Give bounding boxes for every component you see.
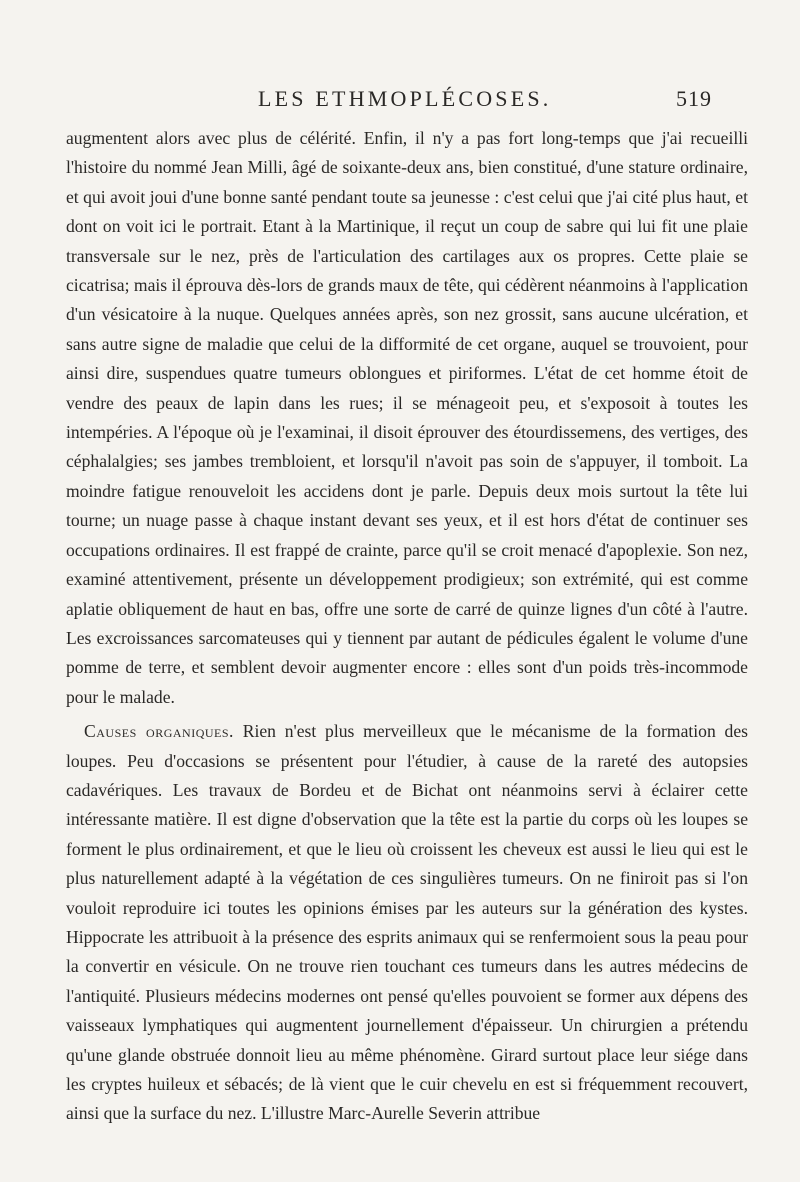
page-number: 519 [676,86,712,111]
page-header [0,86,800,126]
paragraph: augmentent alors avec plus de célérité. Enfin, il n'y a pas fort long-temps que j'ai recueilli l'histoire du nommé Jean Milli, âgé de soixante-deux ans, bien constitué, d'une stature ordinaire, et qui avoit joui d'une bonne santé pendant toute sa jeunesse : c'est celui que j'ai cité plus haut, et dont on voit ici le portrait. Etant à la Martinique, il reçut un coup de sabre qui lui fit une plaie transversale sur le nez, près de l'articulation des cartilages aux os propres. Cette plaie se cicatrisa; mais il éprouva dès-lors de grands maux de tête, qui cédèrent néanmoins à l'application d'un vésicatoire à la nuque. Quelques années après, son nez grossit, sans aucune ulcération, et sans autre signe de maladie que celui de la difformité de cet organe, auquel se trouvoient, pour ainsi dire, suspendues quatre tumeurs oblongues et piriformes. L'état de cet homme étoit de vendre des peaux de lapin dans les rues; il se ménageoit peu, et s'exposoit à toutes les intempéries. A l'époque où je l'examinai, il disoit éprouver des étourdissemens, des vertiges, des céphalalgies; ses jambes trembloient, et lorsqu'il n'avoit pas soin de s'appuyer, il tomboit. La moindre fatigue renouveloit les accidens dont je parle. Depuis deux mois surtout la tête lui tourne; un nuage passe à chaque instant devant ses yeux, et il est hors d'état de continuer ses occupations ordinaires. Il est frappé de crainte, parce qu'il se croit menacé d'apoplexie. Son nez, examiné attentivement, présente un développement prodigieux; son extrémité, qui est comme aplatie obliquement de haut en bas, offre une sorte de carré de quinze lignes d'un côté à l'autre. Les excroissances sarcomateuses qui y tiennent par autant de pédicules égalent le volume d'une pomme de terre, et semblent devoir augmenter encore : elles sont d'un poids très-incommode pour le malade. [66,128,748,707]
body-text [66,124,748,1129]
running-title: LES ETHMOPLÉCOSES. [258,86,552,111]
section-heading: Causes organiques. [84,721,234,742]
paragraph-causes-organiques [66,717,748,1129]
paragraph-text: Rien n'est plus merveilleux que le mécanisme de la formation des loupes. Peu d'occasions se présentent pour l'étudier, à cause de la rareté des autopsies cadavériques. Les travaux de Bordeu et de Bichat ont néanmoins servi à éclairer cette intéressante matière. Il est digne d'observation que la tête est la partie du corps où les loupes se forment le plus ordinairement, et que le lieu où croissent les cheveux est aussi le lieu qui est le plus naturellement adapté à la végétation de ces singulières tumeurs. On ne finiroit pas si l'on vouloit reproduire ici toutes les opinions émises par les auteurs sur la génération des kystes. Hippocrate les attribuoit à la présence des esprits animaux qui se renfermoient sous la peau pour la convertir en vésicule. On ne trouve rien touchant ces tumeurs dans les autres médecins de l'antiquité. Plusieurs médecins modernes ont pensé qu'elles pouvoient se former aux dépens des vaisseaux lymphatiques qui augmentent journellement d'épaisseur. Un chirurgien a prétendu qu'une glande obstruée donnoit lieu au même phénomène. Girard surtout place leur siége dans les cryptes huileux et sébacés; de là vient que le cuir chevelu en est si fréquemment recouvert, ainsi que la surface du nez. L'illustre Marc-Aurelle Severin attribue [66,721,748,1124]
